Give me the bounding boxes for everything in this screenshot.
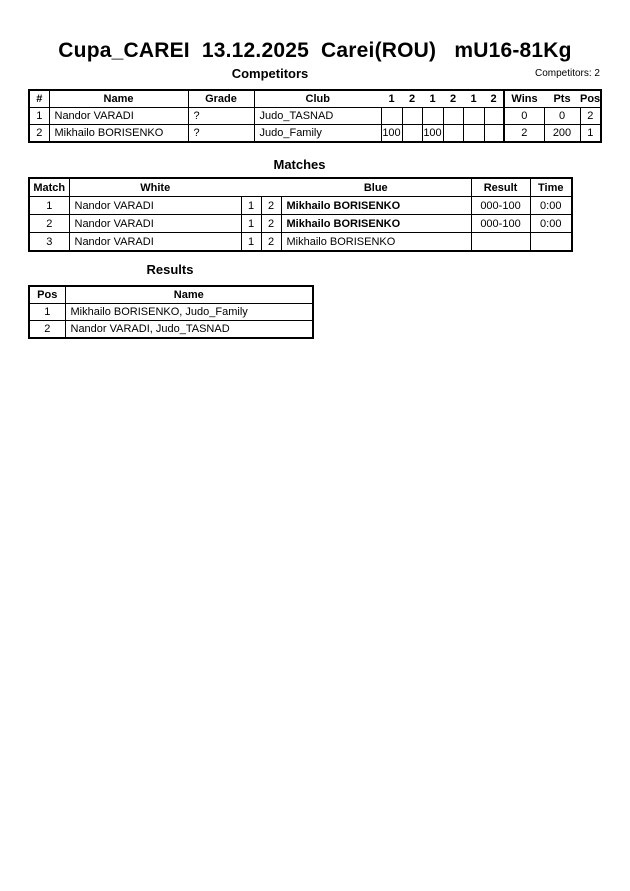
section-title-matches: Matches xyxy=(273,157,326,172)
header-score-6: 2 xyxy=(484,90,504,108)
competitors-table xyxy=(28,89,602,143)
competitor-pos: 2 xyxy=(580,108,601,125)
competitor-wins: 2 xyxy=(504,125,544,143)
header-grade: Grade xyxy=(188,90,254,108)
header-score-1: 1 xyxy=(381,90,402,108)
match-time: 0:00 xyxy=(530,215,572,233)
score-cell xyxy=(443,108,463,125)
blue-score-flag: 2 xyxy=(261,233,281,252)
header-name: Name xyxy=(49,90,188,108)
results-header-row xyxy=(29,286,313,304)
result-pos: 2 xyxy=(29,321,65,339)
score-cell xyxy=(422,108,443,125)
white-competitor: Nandor VARADI xyxy=(69,215,241,233)
competitors-header-row xyxy=(29,90,601,108)
competitor-wins: 0 xyxy=(504,108,544,125)
score-cell xyxy=(463,108,484,125)
match-number: 3 xyxy=(29,233,69,252)
result-row xyxy=(29,304,313,321)
section-title-results: Results xyxy=(146,262,194,277)
match-result xyxy=(471,233,530,252)
score-cell xyxy=(402,108,422,125)
header-pos: Pos xyxy=(29,286,65,304)
header-wins: Wins xyxy=(504,90,544,108)
result-name: Nandor VARADI, Judo_TASNAD xyxy=(65,321,313,339)
white-competitor: Nandor VARADI xyxy=(69,233,241,252)
header-club: Club xyxy=(254,90,381,108)
score-cell xyxy=(484,125,504,143)
competitor-club: Judo_TASNAD xyxy=(254,108,381,125)
match-result: 000-100 xyxy=(471,197,530,215)
competitors-count: Competitors: 2 xyxy=(534,68,600,79)
match-result: 000-100 xyxy=(471,215,530,233)
match-row xyxy=(29,215,572,233)
blue-score-flag: 2 xyxy=(261,197,281,215)
header-score-3: 1 xyxy=(422,90,443,108)
header-result: Result xyxy=(471,178,530,197)
header-white: White xyxy=(69,178,241,197)
header-score-2: 2 xyxy=(402,90,422,108)
results-table xyxy=(28,285,314,339)
score-cell xyxy=(381,108,402,125)
blue-competitor: Mikhailo BORISENKO xyxy=(281,215,471,233)
header-num: # xyxy=(29,90,49,108)
header-pos: Pos xyxy=(580,90,601,108)
competitor-grade: ? xyxy=(188,125,254,143)
competitor-num: 2 xyxy=(29,125,49,143)
white-score-flag: 1 xyxy=(241,215,261,233)
match-row xyxy=(29,197,572,215)
blue-score-flag: 2 xyxy=(261,215,281,233)
header-time: Time xyxy=(530,178,572,197)
match-number: 2 xyxy=(29,215,69,233)
header-score-5: 1 xyxy=(463,90,484,108)
score-cell xyxy=(463,125,484,143)
score-cell xyxy=(443,125,463,143)
white-competitor: Nandor VARADI xyxy=(69,197,241,215)
blue-competitor: Mikhailo BORISENKO xyxy=(281,197,471,215)
header-score-4: 2 xyxy=(443,90,463,108)
competitor-name: Nandor VARADI xyxy=(49,108,188,125)
score-cell xyxy=(484,108,504,125)
header-pts: Pts xyxy=(544,90,580,108)
competitor-pts: 0 xyxy=(544,108,580,125)
white-score-flag: 1 xyxy=(241,197,261,215)
header-blue: Blue xyxy=(281,178,471,197)
competitor-name: Mikhailo BORISENKO xyxy=(49,125,188,143)
white-score-flag: 1 xyxy=(241,233,261,252)
competitor-grade: ? xyxy=(188,108,254,125)
competitor-pos: 1 xyxy=(580,125,601,143)
score-cell: 100 xyxy=(422,125,443,143)
match-row xyxy=(29,233,572,252)
score-cell xyxy=(402,125,422,143)
result-pos: 1 xyxy=(29,304,65,321)
page-title: Cupa_CAREI 13.12.2025 Carei(ROU) mU16-81Kg xyxy=(58,39,572,62)
header-spacer xyxy=(241,178,281,197)
competitor-pts: 200 xyxy=(544,125,580,143)
match-time: 0:00 xyxy=(530,197,572,215)
competitor-row xyxy=(29,125,601,143)
competitor-row xyxy=(29,108,601,125)
section-title-competitors: Competitors xyxy=(231,66,309,81)
blue-competitor: Mikhailo BORISENKO xyxy=(281,233,471,252)
score-cell: 100 xyxy=(381,125,402,143)
matches-table xyxy=(28,177,573,252)
matches-header-row xyxy=(29,178,572,197)
match-number: 1 xyxy=(29,197,69,215)
match-time xyxy=(530,233,572,252)
result-name: Mikhailo BORISENKO, Judo_Family xyxy=(65,304,313,321)
competitor-num: 1 xyxy=(29,108,49,125)
header-name: Name xyxy=(65,286,313,304)
competitor-club: Judo_Family xyxy=(254,125,381,143)
header-match: Match xyxy=(29,178,69,197)
result-row xyxy=(29,321,313,339)
